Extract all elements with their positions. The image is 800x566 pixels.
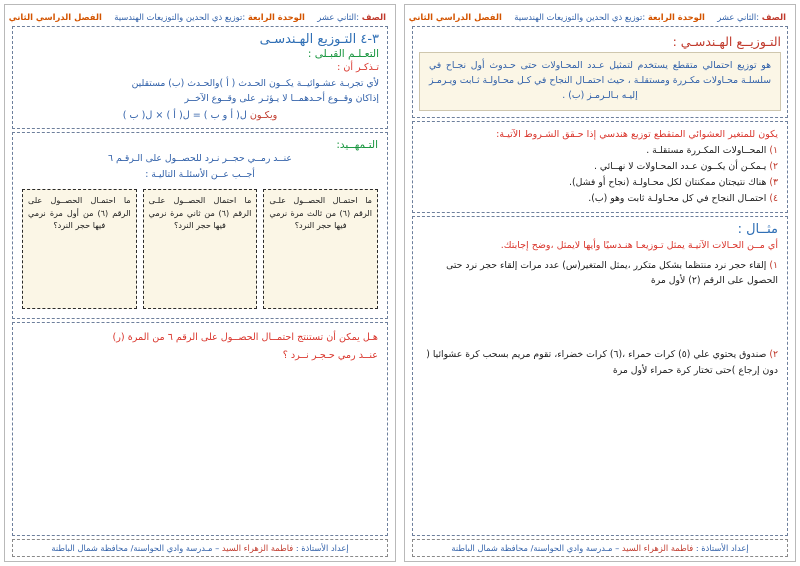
geometric-distribution-title: التـوزيــع الهـندسـي :	[672, 34, 781, 50]
answer-space[interactable]	[422, 289, 778, 347]
conditions-heading: يكون للمتغير العشوائي المتقطع توزيع هندسي إذا حـقق الشـروط الآتيـة:	[496, 128, 778, 140]
page-header-right	[8, 11, 388, 26]
condition-number: ٤)	[769, 192, 778, 204]
footer-prefix: إعداد الأستاذة :	[695, 543, 749, 553]
unit-value: :توزيع ذي الحدين والتوزيعات الهندسية	[514, 12, 646, 22]
definition-box	[419, 52, 781, 111]
footer-teacher-name: فاطمة الزهراء السيد	[221, 543, 294, 553]
remember-title: تـذكـر أن :	[337, 62, 379, 74]
prior-learning-block	[12, 26, 388, 129]
formula-keyword: ويكـون	[249, 110, 278, 122]
warmup-line: أجــب عــن الأسئلـة التاليـة :	[145, 169, 255, 181]
warmup-block	[12, 132, 388, 319]
example-block	[412, 216, 788, 536]
condition-item	[422, 175, 778, 191]
warmup-line: عنــد رمــي حجــر نـرد للحصــول على الـرقـم ٦	[108, 153, 292, 165]
page-header-left	[408, 11, 788, 26]
footer-teacher-name: فاطمة الزهراء السيد	[621, 543, 694, 553]
example-text: إلقاء حجر نرد منتظما بشكل متكرر ،يمثل المتغير(س) عدد مرات إلقاء حجر نرد حتى الحصول على الرقم (٢) لأول مرة	[446, 259, 778, 287]
condition-text: هناك نتيجتان ممكنتان لكل محـاولـة (نجاح أو فشل).	[569, 176, 767, 188]
condition-item	[422, 159, 778, 175]
unit-label: الوحدة الرابعة	[247, 12, 305, 22]
unit-label: الوحدة الرابعة	[647, 12, 705, 22]
page-footer-left	[412, 539, 788, 557]
condition-number: ٣)	[769, 176, 778, 188]
example-number: ١)	[769, 259, 778, 271]
remember-line: إذاكان وقــوع أحـدهمــا لا يـؤثـر على وقــوع الآخــر	[184, 93, 379, 105]
conditions-block	[412, 121, 788, 213]
example-prompt: أي مــن الحـالات الآتيـة يمثل تـوزيعـا هنـدسيًا وأيها لايمثل ،وضح إجابتك.	[500, 240, 778, 252]
prior-learning-title: التعـلـم القبـلى :	[307, 48, 379, 61]
term-label: الفصل الدراسي الثاني	[8, 12, 102, 22]
question-box-text: ما احتمال الحصــول علـى الرقم (٦) من ثاني مرة نرمي فيها حجر النرد؟	[148, 195, 252, 231]
footer-school: – مـدرسة وادي الحواسنة/ محافظة شمال الباطنة	[451, 543, 620, 553]
grade-value: :الثاني عشر	[717, 12, 760, 22]
footer-prefix: إعداد الأستاذة :	[295, 543, 349, 553]
example-number: ٢)	[769, 349, 778, 361]
definition-block	[412, 26, 788, 118]
page-footer-right	[12, 539, 388, 557]
question-box-first-throw[interactable]	[22, 189, 137, 309]
unit-value: :توزيع ذي الحدين والتوزيعات الهندسية	[114, 12, 246, 22]
definition-text: هو توزيع احتمالي متقطع يستخدم لتمثيل عـدد المحـاولات حتى حـدوث أول نجـاح في سلسلـة محـاولات مكـررة ومستقلـة ، حيث احتمـال النجاح في كـل محـاولـة ثـابت ويـرمـز إليـه بـالـرمـز (ب) .	[428, 60, 771, 102]
condition-number: ١)	[769, 145, 778, 157]
formula-expression: ل( أ و ب ) = ل( أ ) × ل( ب )	[122, 110, 247, 122]
footer-school: – مـدرسة وادي الحواسنة/ محافظة شمال الباطنة	[51, 543, 220, 553]
lesson-number-title: ٣-٤ التـوزيع الهـندسـى	[259, 32, 379, 48]
example-title: مثــال :	[737, 222, 778, 238]
question-box-text: ما احتمـال الحصــول على الرقم (٦) من أول مرة نرمي فيها حجر النرد؟	[27, 195, 131, 231]
condition-text: يـمكـن أن يكــون عـدد المحـاولات لا نهــائي .	[593, 161, 767, 173]
grade-value: :الثاني عشر	[317, 12, 360, 22]
sheet-body-left	[412, 26, 788, 536]
example-item	[422, 258, 778, 290]
condition-text: احتمـال النجاح في كل محـاولـة ثابت وهو (ب).	[588, 192, 767, 204]
condition-number: ٢)	[769, 161, 778, 173]
remember-line: لأي تجربـة عشـوائيــة يكــون الحـدث ( أ )والحـدث (ب) مستقلين	[131, 77, 379, 89]
example-text: صندوق يحتوي علي (٥) كرات حمراء ،(٦) كرات خضراء، تقوم مريم بسحب كرة عشوائيا ( دون إرجاع )حتى تختار كرة حمراء لأول مرة	[426, 349, 778, 377]
condition-text: المحــاولات المكـررة مستقلـة .	[646, 145, 767, 157]
question-box-text: ما احتمـال الحصــول علـى الرقم (٦) من ثالث مرة نرمي فيها حجر النرد؟	[269, 195, 372, 231]
question-boxes-row	[22, 189, 378, 309]
example-item	[422, 347, 778, 379]
term-label: الفصل الدراسي الثاني	[408, 12, 502, 22]
warmup-title: التـمهــيد:	[336, 139, 378, 152]
worksheet-page-left	[404, 4, 796, 562]
condition-item	[422, 143, 778, 159]
question-box-second-throw[interactable]	[143, 189, 258, 309]
grade-label: الصف	[361, 12, 386, 22]
condition-item	[422, 191, 778, 207]
question-box-third-throw[interactable]	[263, 189, 378, 309]
independence-formula	[21, 110, 379, 121]
conclusion-block	[12, 322, 388, 536]
grade-label: الصف	[761, 12, 786, 22]
conclusion-line: عنــد رمي حـجـر نــرد ؟	[282, 349, 378, 361]
worksheet-page-right	[4, 4, 396, 562]
conclusion-line: هـل يمكن أن تستنتج احتمــال الحصــول على الرقم ٦ من المرة (ر)	[112, 332, 378, 344]
sheet-body-right	[12, 26, 388, 536]
